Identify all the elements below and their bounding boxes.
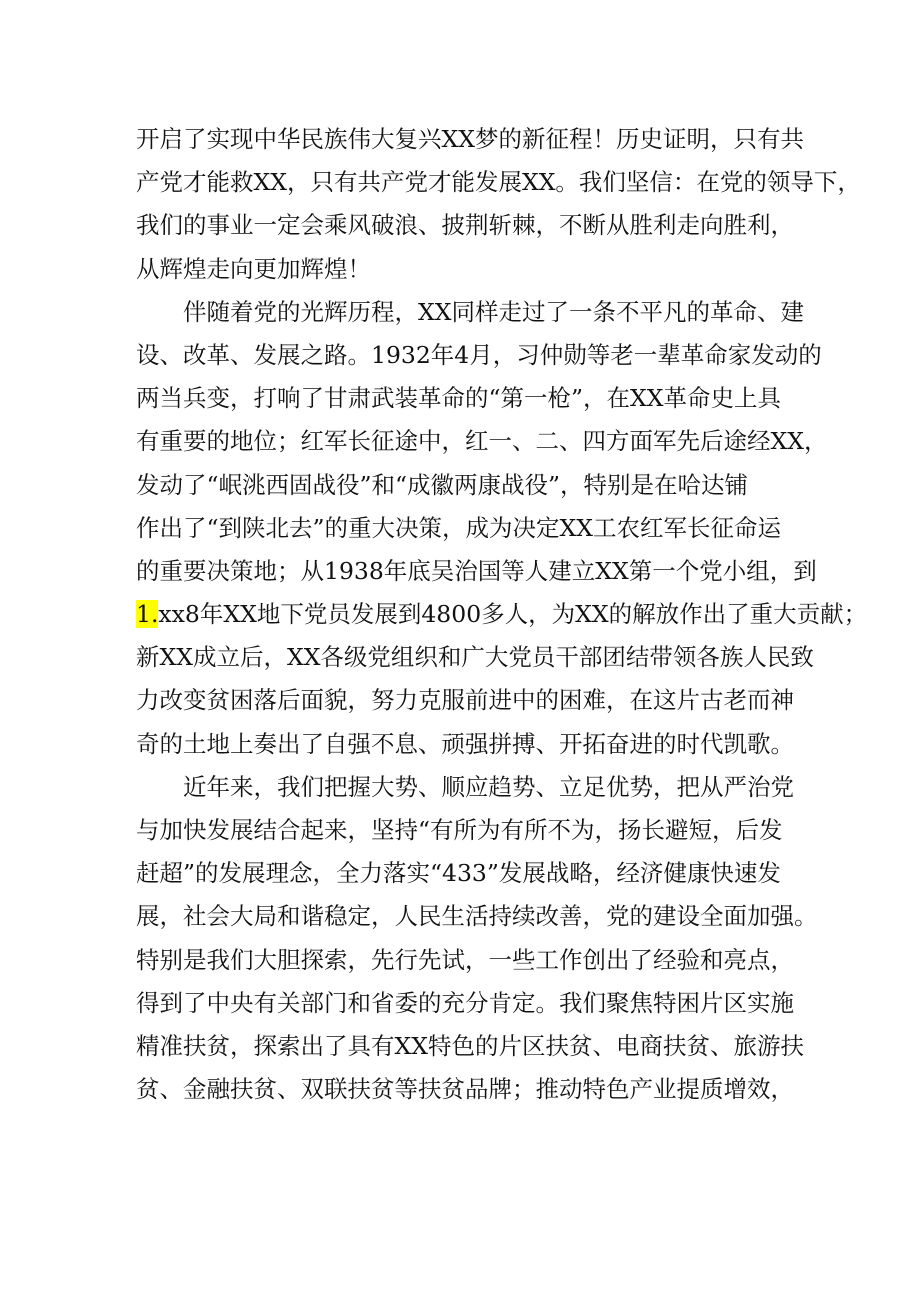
text-line: 特别是我们大胆探索，先行先试，一些工作创出了经验和亮点，: [136, 945, 794, 974]
text-line: 精准扶贫，探索出了具有XX特色的片区扶贫、电商扶贫、旅游扶: [136, 1031, 804, 1060]
text-line-rest: xx8年XX地下党员发展到4800多人，为XX的解放作出了重大贡献；: [158, 600, 868, 629]
text-line: 有重要的地位；红军长征途中，红一、二、四方面军先后途经XX，: [136, 427, 828, 456]
body-text: [136, 118, 868, 1111]
text-line: 展，社会大局和谐稳定，人民生活持续改善，党的建设全面加强。: [136, 902, 818, 931]
paragraph-start-line: 近年来，我们把握大势、顺应趋势、立足优势，把从严治党: [183, 772, 794, 801]
text-line: 两当兵变，打响了甘肃武装革命的“第一枪”，在XX革命史上具: [136, 384, 781, 413]
text-line: 赶超”的发展理念，全力落实“433”发展战略，经济健康快速发: [136, 859, 781, 888]
text-line: 作出了“到陕北去”的重大决策，成为决定XX工农红军长征命运: [136, 513, 781, 542]
text-line: 开启了实现中华民族伟大复兴XX梦的新征程！历史证明，只有共: [136, 125, 804, 153]
text-line: 的重要决策地；从1938年底吴治国等人建立XX第一个党小组，到: [136, 556, 817, 585]
text-line: 从辉煌走向更加辉煌！: [136, 254, 371, 283]
text-line: 力改变贫困落后面貌，努力克服前进中的困难，在这片古老而神: [136, 686, 794, 715]
text-line: 产党才能救XX，只有共产党才能发展XX。我们坚信：在党的领导下，: [136, 168, 861, 197]
text-line: 新XX成立后，XX各级党组织和广大党员干部团结带领各族人民致: [136, 643, 814, 672]
paragraph-start-line: 伴随着党的光辉历程，XX同样走过了一条不平凡的革命、建: [183, 297, 804, 326]
text-line: 我们的事业一定会乘风破浪、披荆斩棘，不断从胜利走向胜利，: [136, 211, 794, 240]
text-line: 发动了“岷洮西固战役”和“成徽两康战役”，特别是在哈达铺: [136, 470, 749, 499]
text-line-highlighted: [136, 593, 868, 636]
text-line: 与加快发展结合起来，坚持“有所为有所不为，扬长避短，后发: [136, 816, 783, 844]
text-line: 得到了中央有关部门和省委的充分肯定。我们聚焦特困片区实施: [136, 988, 794, 1017]
text-line: 贫、金融扶贫、双联扶贫等扶贫品牌；推动特色产业提质增效，: [136, 1075, 794, 1104]
text-line: 奇的土地上奏出了自强不息、顽强拼搏、开拓奋进的时代凯歌。: [136, 729, 794, 758]
text-line: 设、改革、发展之路。1932年4月，习仲勋等老一辈革命家发动的: [136, 340, 822, 369]
highlighted-list-number: 1.: [136, 600, 159, 629]
